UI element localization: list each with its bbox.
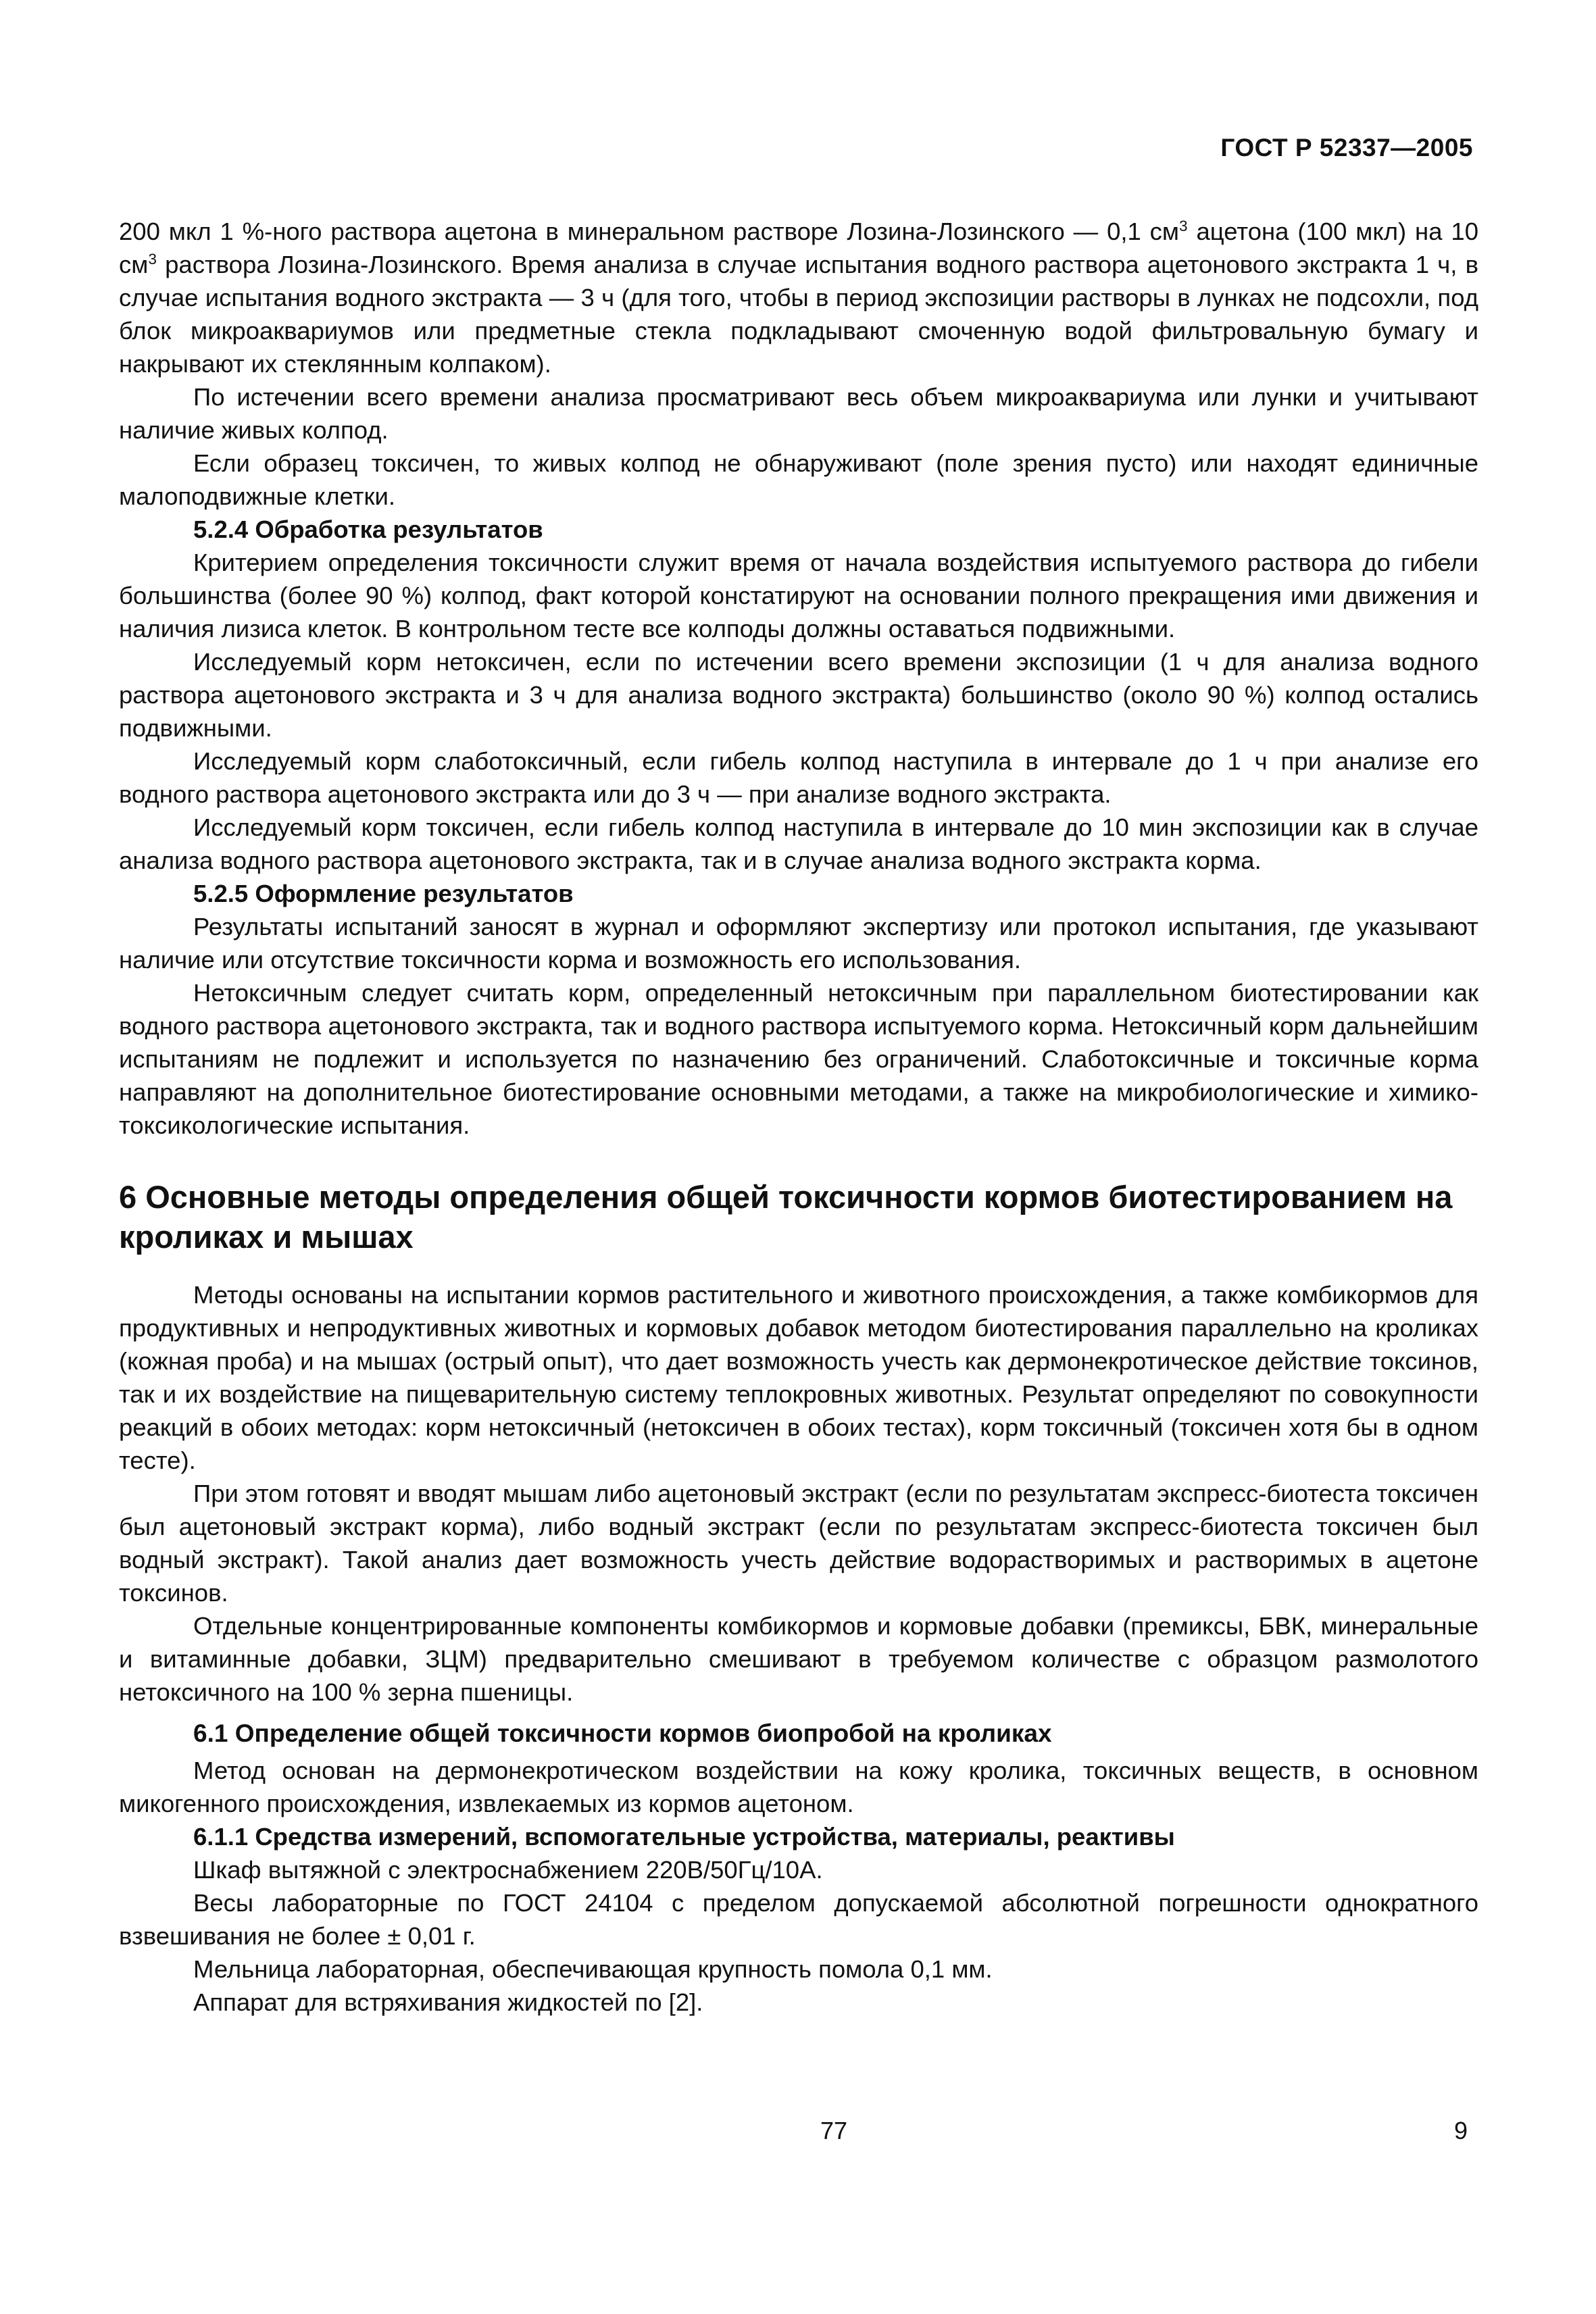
- paragraph: Аппарат для встряхивания жидкостей по [2].: [193, 1988, 703, 2016]
- page-number-center: 77: [820, 2117, 848, 2144]
- paragraph: При этом готовят и вводят мышам либо ацетоновый экстракт (если по результатам экспресс-биотеста токсичен был ацетоновый экстракт корма), либо водный экстракт (если по результатам экспресс-биотеста токсичен был водный экстракт). Такой анализ дает возможность учесть действие водорастворимых и растворимых в ацетоне токсинов.: [119, 1480, 1478, 1607]
- paragraph: Весы лабораторные по ГОСТ 24104 с пределом допускаемой абсолютной погрешности однократного взвешивания не более ± 0,01 г.: [119, 1889, 1478, 1950]
- paragraph: Критерием определения токсичности служит время от начала воздействия испытуемого раствора до гибели большинства (более 90 %) колпод, факт которой констатируют на основании полного прекращения ими движения и наличия лизиса клеток. В контрольном тесте все колподы должны оставаться подвижными.: [119, 549, 1478, 643]
- paragraph: Шкаф вытяжной с электроснабжением 220В/50Гц/10А.: [193, 1856, 823, 1884]
- paragraph: Исследуемый корм нетоксичен, если по истечении всего времени экспозиции (1 ч для анализа водного раствора ацетонового экстракта и 3 ч для анализа водного экстракта) большинство (около 90 %) колпод остались подвижными.: [119, 648, 1478, 742]
- standard-code: ГОСТ Р 52337—2005: [1220, 134, 1473, 161]
- paragraph: Метод основан на дермонекротическом воздействии на кожу кролика, токсичных веществ, в основном микогенного происхождения, извлекаемых из кормов ацетоном.: [119, 1757, 1478, 1817]
- section-heading-6: 6 Основные методы определения общей токсичности кормов биотестированием на кроликах и мышах: [119, 1179, 1453, 1255]
- page-number-right: 9: [1453, 2117, 1468, 2144]
- paragraph: Исследуемый корм слаботоксичный, если гибель колпод наступила в интервале до 1 ч при анализе его водного раствора ацетонового экстракта или до 3 ч — при анализе водного экстракта.: [119, 747, 1478, 808]
- paragraph: Нетоксичным следует считать корм, определенный нетоксичным при параллельном биотестировании как водного раствора ацетонового экстракта, так и водного раствора испытуемого корма. Нетоксичный корм дальнейшим испытаниям не подлежит и используется по назначению без ограничений. Слаботоксичные и токсичные корма направляют на дополнительное биотестирование основными методами, а также на микробиологические и химико-токсикологические испытания.: [119, 979, 1478, 1139]
- paragraph: Мельница лабораторная, обеспечивающая крупность помола 0,1 мм.: [193, 1955, 993, 1983]
- section-heading-5-2-5: 5.2.5 Оформление результатов: [193, 880, 574, 907]
- paragraph: Отдельные концентрированные компоненты комбикормов и кормовые добавки (премиксы, БВК, минеральные и витаминные добавки, ЗЦМ) предварительно смешивают в требуемом количестве с образцом размолотого нетоксичного на 100 % зерна пшеницы.: [119, 1612, 1478, 1706]
- paragraph: Исследуемый корм токсичен, если гибель колпод наступила в интервале до 10 мин экспозиции как в случае анализа водного раствора ацетонового экстракта, так и в случае анализа водного экстракта корма.: [119, 813, 1478, 874]
- section-heading-6-1: 6.1 Определение общей токсичности кормов биопробой на кроликах: [193, 1719, 1052, 1747]
- section-heading-6-1-1: 6.1.1 Средства измерений, вспомогательные устройства, материалы, реактивы: [193, 1823, 1175, 1851]
- paragraph: По истечении всего времени анализа просматривают весь объем микроаквариума или лунки и учитывают наличие живых колпод.: [119, 383, 1478, 444]
- paragraph: Если образец токсичен, то живых колпод не обнаруживают (поле зрения пусто) или находят единичные малоподвижные клетки.: [119, 449, 1478, 510]
- section-heading-5-2-4: 5.2.4 Обработка результатов: [193, 515, 543, 543]
- paragraph: 200 мкл 1 %-ного раствора ацетона в минеральном растворе Лозина-Лозинского — 0,1 $см^3$ ацетона (100 мкл) на 10 $см^3$ раствора Лозина-Лозинского. Время анализа в случае испытания водного раствора ацетонового экстракта 1 ч, в случае испытания водного экстракта — 3 ч (для того, чтобы в период экспозиции растворы в лунках не подсохли, под блок микроаквариумов или предметные стекла подкладывают смоченную водой фильтровальную бумагу и накрывают их стеклянным колпаком).: [119, 217, 1478, 378]
- paragraph: Методы основаны на испытании кормов растительного и животного происхождения, а также комбикормов для продуктивных и непродуктивных животных и кормовых добавок методом биотестирования параллельно на кроликах (кожная проба) и на мышах (острый опыт), что дает возможность учесть как дермонекротическое действие токсинов, так и их воздействие на пищеварительную систему теплокровных животных. Результат определяют по совокупности реакций в обоих методах: корм нетоксичный (нетоксичен в обоих тестах), корм токсичный (токсичен хотя бы в одном тесте).: [119, 1281, 1478, 1474]
- document-body: [119, 215, 1478, 2019]
- paragraph: Результаты испытаний заносят в журнал и оформляют экспертизу или протокол испытания, где указывают наличие или отсутствие токсичности корма и возможность его использования.: [119, 913, 1478, 974]
